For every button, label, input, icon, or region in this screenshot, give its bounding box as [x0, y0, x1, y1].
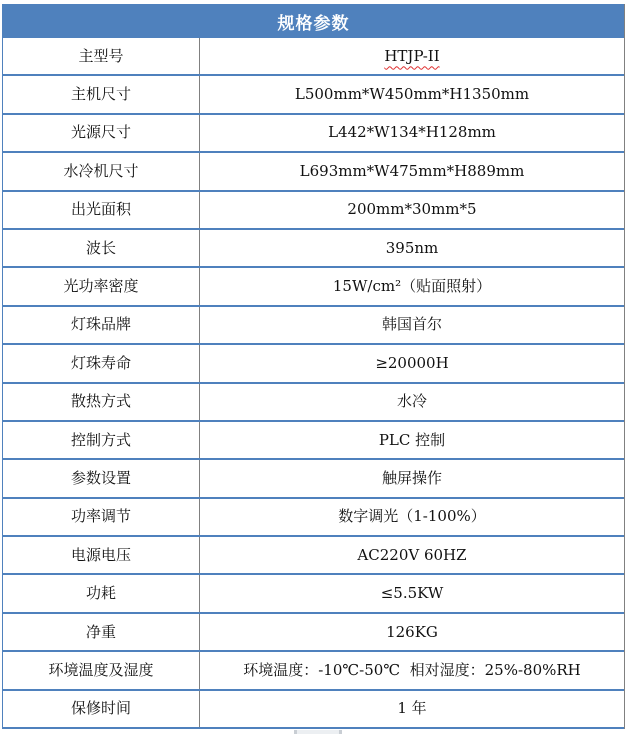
- spec-value-text: 15W/cm²（贴面照射）: [332, 277, 492, 296]
- spec-value-text: 数字调光（1-100%）: [338, 507, 486, 526]
- spec-label: 环境温度及湿度: [3, 652, 200, 688]
- spec-value-text: 126KG: [386, 622, 438, 641]
- spec-value-text: ≥20000H: [375, 353, 449, 372]
- spec-value-text: HTJP-II: [384, 46, 440, 65]
- spec-value: [200, 422, 624, 458]
- spec-value-text: 200mm*30mm*5: [347, 200, 477, 219]
- spec-value-text: PLC 控制: [378, 430, 446, 449]
- spec-label: 出光面积: [3, 192, 200, 228]
- table-row: [3, 192, 624, 230]
- table-row: [3, 307, 624, 345]
- spec-value: [200, 384, 624, 420]
- spec-value-text: 环境温度：-10℃-50℃ 相对湿度：25%-80%RH: [243, 660, 581, 679]
- table-row: [3, 537, 624, 575]
- table-row: [3, 460, 624, 498]
- spec-value: [200, 614, 624, 650]
- spec-label: 功率调节: [3, 499, 200, 535]
- spec-value: [200, 537, 624, 573]
- spec-value-text: L500mm*W450mm*H1350mm: [294, 85, 530, 104]
- table-row: [3, 268, 624, 306]
- table-row: [3, 575, 624, 613]
- spec-label: 电源电压: [3, 537, 200, 573]
- table-row: [3, 691, 624, 729]
- spec-label: 光源尺寸: [3, 115, 200, 151]
- spec-value: [200, 499, 624, 535]
- spec-label: 主型号: [3, 38, 200, 74]
- spec-label: 净重: [3, 614, 200, 650]
- spec-value: [200, 460, 624, 496]
- table-body: [3, 38, 624, 729]
- spec-value-text: 395nm: [385, 238, 439, 257]
- spec-value-text: 1 年: [397, 699, 427, 718]
- table-row: [3, 652, 624, 690]
- table-row: [3, 38, 624, 76]
- spec-label: 水冷机尺寸: [3, 153, 200, 189]
- spec-value: [200, 652, 624, 688]
- spec-value-text: 水冷: [396, 392, 427, 411]
- table-title: 规格参数: [3, 4, 624, 38]
- spec-value: [200, 345, 624, 381]
- spec-value: [200, 115, 624, 151]
- spec-value-text: AC220V 60HZ: [357, 545, 467, 564]
- spec-label: 参数设置: [3, 460, 200, 496]
- table-row: [3, 153, 624, 191]
- spec-label: 保修时间: [3, 691, 200, 727]
- spec-value-text: 韩国首尔: [381, 315, 442, 334]
- spec-value: [200, 575, 624, 611]
- table-row: [3, 499, 624, 537]
- spec-label: 波长: [3, 230, 200, 266]
- scrollbar-artifact: [294, 730, 342, 734]
- spec-label: 灯珠品牌: [3, 307, 200, 343]
- spec-value: [200, 691, 624, 727]
- table-row: [3, 614, 624, 652]
- spec-label: 光功率密度: [3, 268, 200, 304]
- table-row: [3, 76, 624, 114]
- table-row: [3, 345, 624, 383]
- spec-value: [200, 76, 624, 112]
- spec-value-text: L693mm*W475mm*H889mm: [299, 161, 525, 180]
- spec-label: 主机尺寸: [3, 76, 200, 112]
- spec-value: [200, 268, 624, 304]
- spec-value: [200, 230, 624, 266]
- spec-label: 控制方式: [3, 422, 200, 458]
- table-row: [3, 384, 624, 422]
- table-row: [3, 115, 624, 153]
- spec-value-text: 触屏操作: [381, 468, 442, 487]
- spec-value-text: ≤5.5KW: [380, 584, 444, 603]
- spec-value: [200, 153, 624, 189]
- spec-label: 功耗: [3, 575, 200, 611]
- spec-label: 灯珠寿命: [3, 345, 200, 381]
- spec-label: 散热方式: [3, 384, 200, 420]
- spec-value: [200, 38, 624, 74]
- spec-value: [200, 307, 624, 343]
- spec-table: [2, 4, 625, 729]
- spec-value-text: L442*W134*H128mm: [328, 123, 496, 142]
- spec-value: [200, 192, 624, 228]
- table-row: [3, 422, 624, 460]
- table-row: [3, 230, 624, 268]
